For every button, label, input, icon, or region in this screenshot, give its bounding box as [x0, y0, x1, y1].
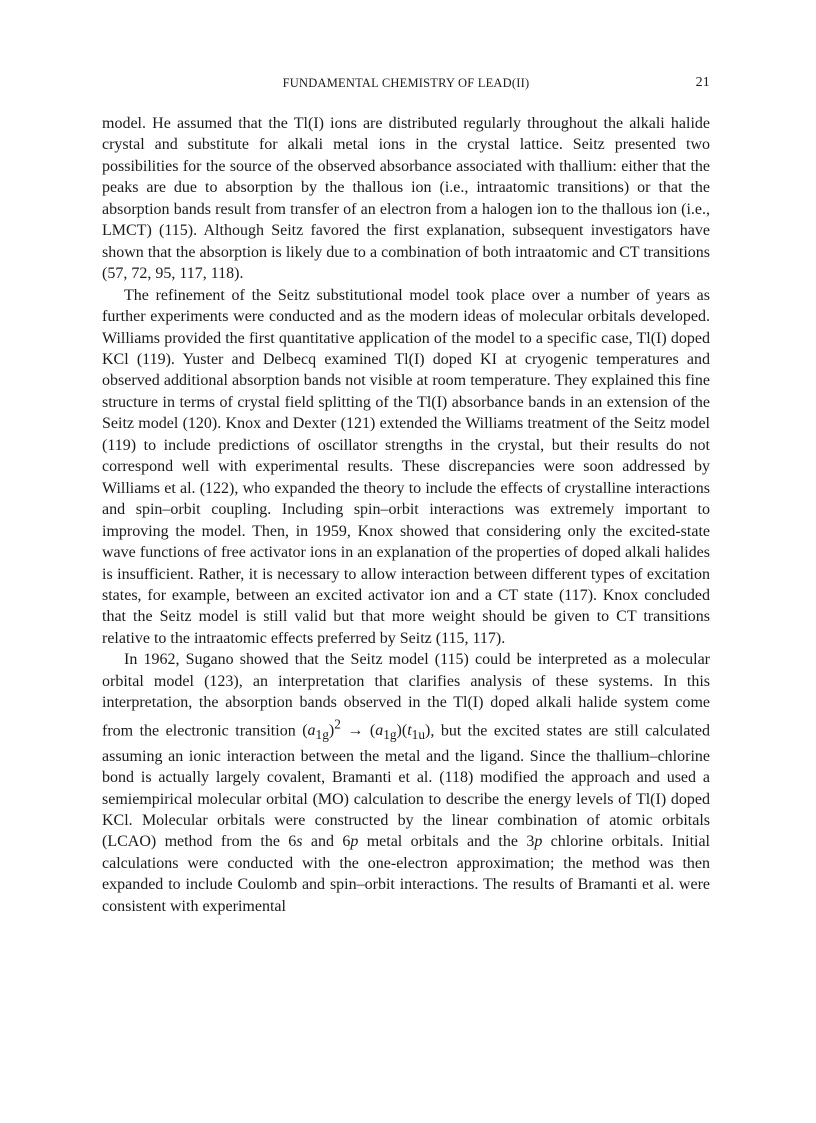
orbital-join: and: [302, 833, 343, 851]
orbital-3p-number: 3: [526, 833, 535, 851]
paragraph-3-text-middle: , but the excited states are still calculated assuming an ionic interaction between the metal and the ligand. Since the thallium–chlorine bond is actually largely covalent, Bramanti et al. (118) modified the approach and used a semiempirical molecular orbital (MO) calculation to describe the energy levels of Tl(I) doped KCl. Molecular orbitals were constructed by the linear combination of atomic orbitals (LCAO) method from the: [102, 722, 711, 851]
excited-state-subscript-1: 1g: [383, 727, 397, 743]
body-text: [102, 113, 710, 917]
excited-state-subscript-2: 1u: [411, 727, 425, 743]
paragraph-1: model. He assumed that the Tl(I) ions are distributed regularly throughout the alkali halide crystal and substitute for alkali metal ions in the crystal lattice. Seitz presented two possibilities for the source of the observed absorbance associated with thallium: either that the peaks are due to absorption by the thallous ion (i.e., intraatomic transitions) or that the absorption bands result from transfer of an electron from a halogen ion to the thallous ion (i.e., LMCT) (115). Although Seitz favored the first explanation, subsequent investigators have shown that the absorption is likely due to a combination of both intraatomic and CT transitions (57, 72, 95, 117, 118).: [102, 115, 710, 283]
ground-state-subscript: 1g: [315, 727, 329, 743]
paragraph-3-text-start: In 1962, Sugano showed that the Seitz model (115) could be interpreted as a molecular orbital model (123), an interpretation that clarifies analysis of these systems. In this interpretation, the absorption bands observed in the Tl(I) doped alkali halide system come from the electronic transition: [102, 651, 710, 740]
transition-arrow: →: [347, 722, 364, 740]
excited-state-symbol-2: t: [407, 722, 412, 740]
orbital-6p-number: 6: [342, 833, 351, 851]
paragraph-2: The refinement of the Seitz substitutional model took place over a number of years as further experiments were conducted and as the modern ideas of molecular orbitals developed. Williams provided the first quantitative application of the model to a specific case, Tl(I) doped KCl (119). Yuster and Delbecq examined Tl(I) doped KI at cryogenic temperatures and observed additional absorption bands not visible at room temperature. They explained this fine structure in terms of crystal field splitting of the Tl(I) absorbance bands in an extension of the Seitz model (120). Knox and Dexter (121) extended the Williams treatment of the Seitz model (119) to include predictions of oscillator strengths in the crystal, but their results do not correspond well with experimental results. These discrepancies were soon addressed by Williams et al. (122), who expanded the theory to include the effects of crystalline interactions and spin–orbit coupling. Including spin–orbit interactions was extremely important to improving the model. Then, in 1959, Knox showed that considering only the excited-state wave functions of free activator ions in an explanation of the properties of doped alkali halides is insufficient. Rather, it is necessary to allow interaction between different types of excitation states, for example, between an excited activator ion and a CT state (117). Knox concluded that the Seitz model is still valid but that more weight should be given to CT transitions relative to the intraatomic effects preferred by Seitz (115, 117).: [102, 286, 710, 647]
paragraph-3-text-orbitals: metal orbitals and the: [358, 833, 527, 851]
orbital-6s-letter: s: [296, 833, 303, 851]
electronic-transition-formula: $(a_{1g})^2 \to (a_{1g})(t_{1u})$: [302, 716, 431, 743]
excited-state-symbol-1: a: [375, 722, 384, 740]
running-head: [102, 76, 710, 94]
page-number: 21: [695, 75, 710, 90]
orbital-3p-letter: p: [534, 833, 543, 851]
paragraph-3-text-end: chlorine orbitals. Initial calculations were conducted with the one-electron approximation; the method was then expanded to include Coulomb and spin–orbit interactions. The results of Bramanti et al. were consistent with experimental: [102, 833, 711, 915]
ground-state-exponent: 2: [334, 716, 341, 732]
running-title: FUNDAMENTAL CHEMISTRY OF LEAD(II): [282, 76, 530, 90]
orbital-6p-letter: p: [350, 833, 359, 851]
orbital-6s-number: 6: [288, 833, 297, 851]
paragraph-3: [102, 649, 710, 917]
ground-state-symbol: a: [307, 722, 316, 740]
